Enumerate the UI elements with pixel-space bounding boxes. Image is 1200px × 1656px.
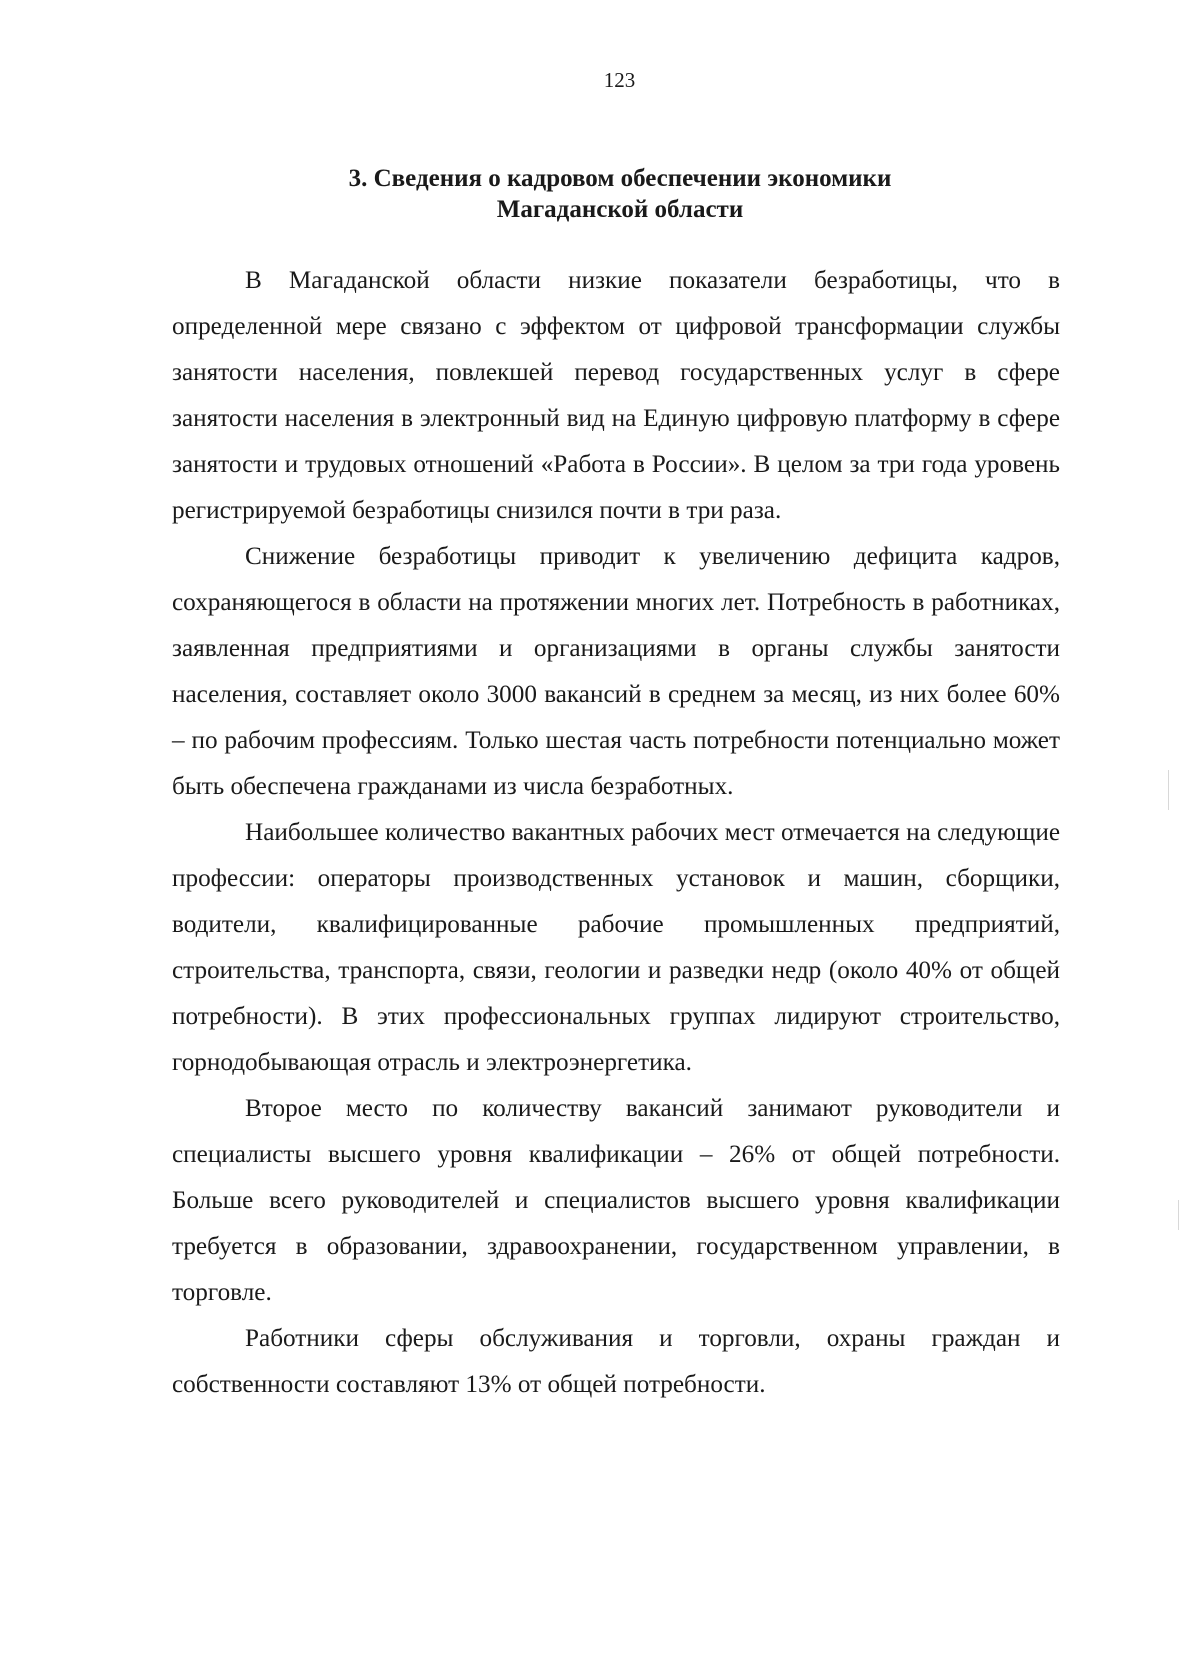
paragraph-specialists-vacancies: Второе место по количеству вакансий занимают руководители и специалисты высшего уровня квалификации – 26% от общей потребности. Больше всего руководителей и специалистов высшего уровня квалификации требуется в образовании, здравоохранении, государственном управлении, в торговле. [172, 1095, 1060, 1306]
scan-artifact-line [1178, 1200, 1179, 1230]
paragraph-service-vacancies: Работники сферы обслуживания и торговли, охраны граждан и собственности составляют 13% от общей потребности. [172, 1325, 1060, 1398]
body-text [172, 258, 1060, 1408]
section-heading-line-2: Магаданской области [496, 196, 744, 223]
page-number: 123 [603, 68, 636, 92]
paragraph-workers-vacancies: Наибольшее количество вакантных рабочих мест отмечается на следующие профессии: операторы производственных установок и машин, сборщики, водители, квалифицированные рабочие промышленных предприятий, строительства, транспорта, связи, геологии и разведки недр (около 40% от общей потребности). В этих профессиональных группах лидируют строительство, горнодобывающая отрасль и электроэнергетика. [172, 819, 1060, 1076]
section-heading [230, 163, 1010, 225]
scan-artifact-line [1168, 770, 1169, 810]
paragraph-unemployment: В Магаданской области низкие показатели безработицы, что в определенной мере связано с эффектом от цифровой трансформации службы занятости населения, повлекшей перевод государственных услуг в сфере занятости населения в электронный вид на Единую цифровую платформу в сфере занятости и трудовых отношений «Работа в России». В целом за три года уровень регистрируемой безработицы снизился почти в три раза. [172, 267, 1060, 524]
section-heading-line-1: 3. Сведения о кадровом обеспечении экономики [348, 165, 892, 192]
paragraph-staff-shortage: Снижение безработицы приводит к увеличению дефицита кадров, сохраняющегося в области на протяжении многих лет. Потребность в работниках, заявленная предприятиями и организациями в органы службы занятости населения, составляет около 3000 вакансий в среднем за месяц, из них более 60% – по рабочим профессиям. Только шестая часть потребности потенциально может быть обеспечена гражданами из числа безработных. [172, 543, 1060, 800]
